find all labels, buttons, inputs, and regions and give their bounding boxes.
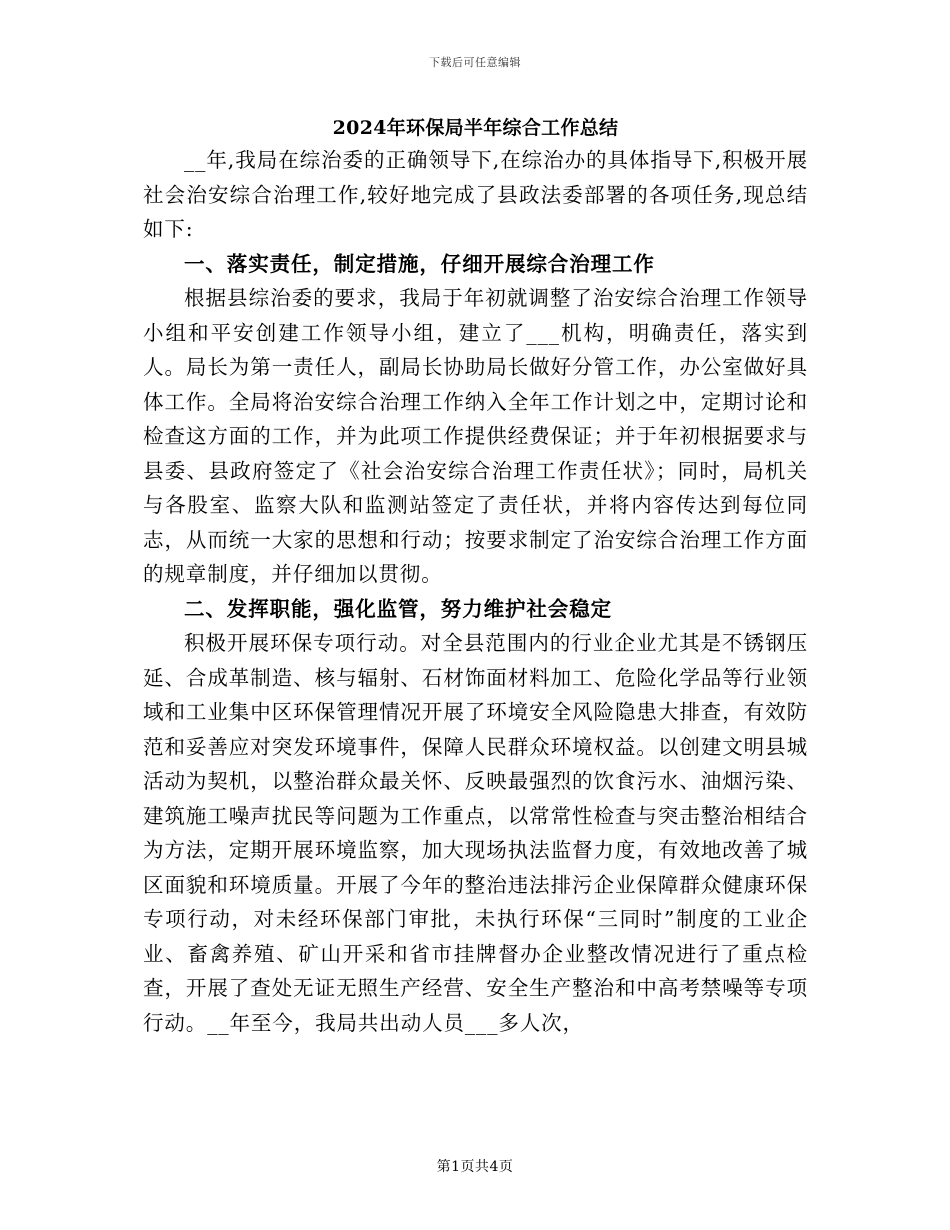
document-title: 2024年环保局半年综合工作总结: [332, 117, 619, 139]
page-indicator: 第1页共4页: [436, 1159, 514, 1175]
header-note: 下载后可任意编辑: [429, 56, 521, 69]
document-body: [143, 113, 808, 1040]
section-heading-1: 一、落实责任，制定措施，仔细开展综合治理工作: [184, 251, 655, 276]
section-body-2: 积极开展环保专项行动。对全县范围内的行业企业尤其是不锈钢压延、合成革制造、核与辐射、石材饰面材料加工、危险化学品等行业领域和工业集中区环保管理情况开展了环境安全风险隐患大排查，有效防范和妥善应对突发环境事件，保障人民群众环境权益。以创建文明县城活动为契机，以整治群众最关怀、反映最强烈的饮食污水、油烟污染、建筑施工噪声扰民等问题为工作重点，以常常性检查与突击整治相结合为方法，定期开展环境监察，加大现场执法监督力度，有效地改善了城区面貌和环境质量。开展了今年的整治违法排污企业保障群众健康环保专项行动，对未经环保部门审批，未执行环保“三同时”制度的工业企业、畜禽养殖、矿山开采和省市挂牌督办企业整改情况进行了重点检查，开展了查处无证无照生产经营、安全生产整治和中高考禁噪等专项行动。__年至今，我局共出动人员___多人次，: [143, 631, 808, 1035]
intro-paragraph: __年,我局在综治委的正确领导下,在综治办的具体指导下,积极开展社会治安综合治理工作,较好地完成了县政法委部署的各项任务,现总结如下:: [143, 148, 808, 241]
section-body-1: 根据县综治委的要求，我局于年初就调整了治安综合治理工作领导小组和平安创建工作领导小组，建立了___机构，明确责任，落实到人。局长为第一责任人，副局长协助局长做好分管工作，办公室做好具体工作。全局将治安综合治理工作纳入全年工作计划之中，定期讨论和检查这方面的工作，并为此项工作提供经费保证；并于年初根据要求与县委、县政府签定了《社会治安综合治理工作责任状》；同时，局机关与各股室、监察大队和监测站签定了责任状，并将内容传达到每位同志，从而统一大家的思想和行动；按要求制定了治安综合治理工作方面的规章制度，并仔细加以贯彻。: [143, 286, 808, 586]
section-heading-2: 二、发挥职能，强化监管，努力维护社会稳定: [184, 596, 612, 621]
